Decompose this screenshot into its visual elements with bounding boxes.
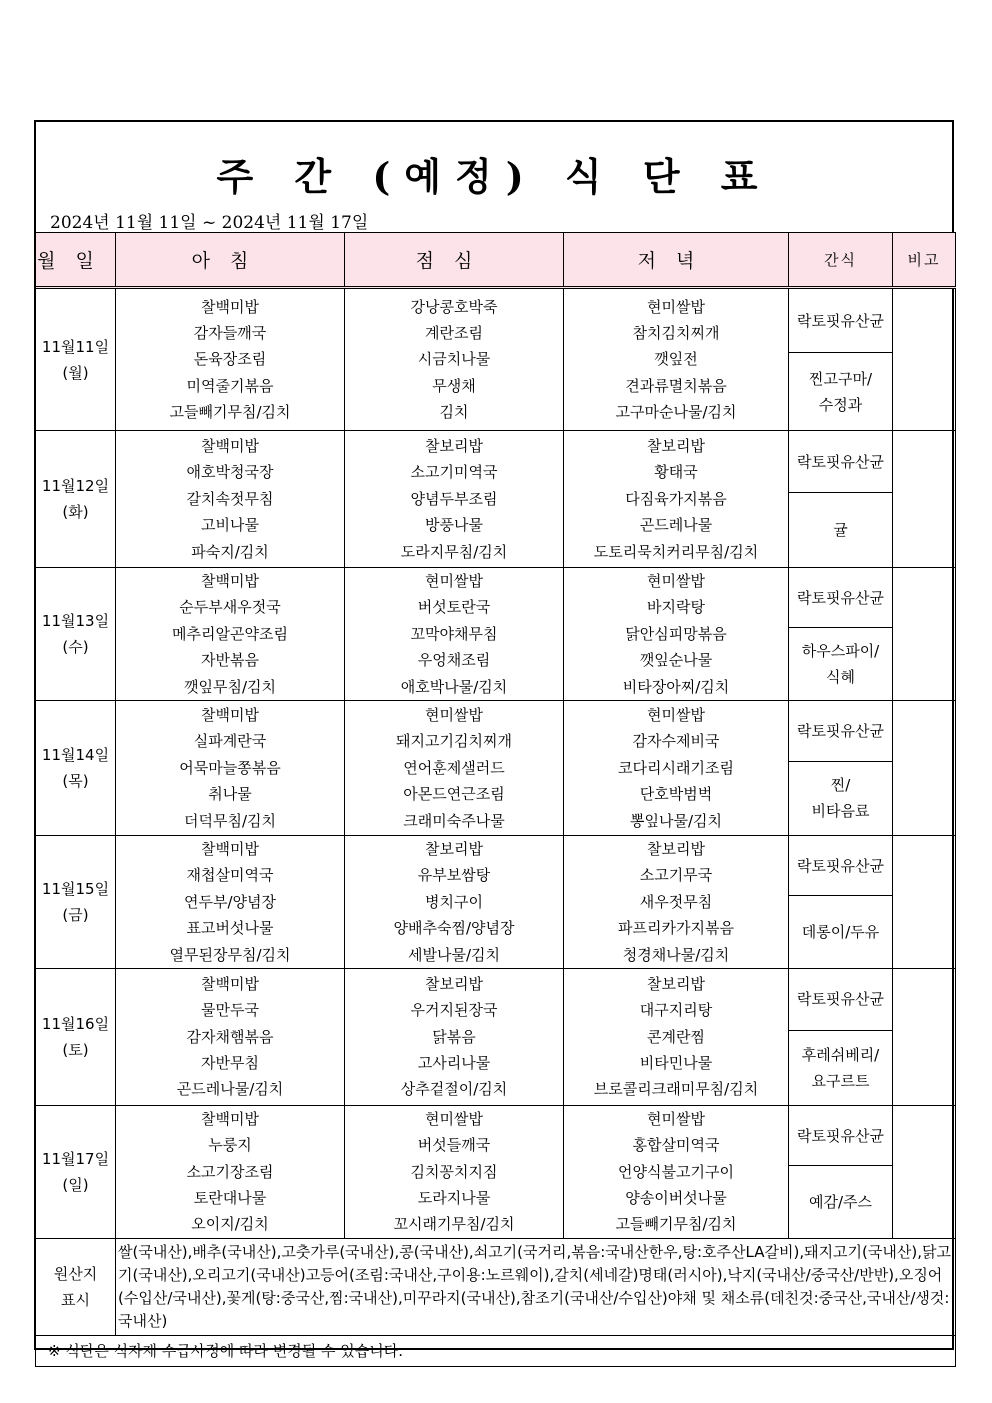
origin-row [36, 1238, 956, 1335]
note-cell [893, 288, 956, 431]
header-breakfast: 아침 [116, 233, 345, 288]
dinner-item: 황태국 [654, 463, 698, 482]
lunch-item: 유부보쌈탕 [417, 866, 491, 885]
lunch-cell [345, 700, 564, 835]
snack-secondary: 하우스파이/ 식혜 [789, 628, 893, 701]
dinner-item: 닭안심피망볶음 [625, 624, 727, 643]
breakfast-item: 찰백미밥 [201, 705, 259, 724]
lunch-item: 방풍나물 [425, 516, 483, 535]
header-row [36, 233, 956, 288]
dinner-item: 브로콜리크래미무침/김치 [593, 1080, 759, 1099]
lunch-item: 소고기미역국 [410, 463, 498, 482]
day-label [36, 431, 116, 568]
note-cell [893, 1105, 956, 1238]
day-row [36, 431, 956, 493]
day-weekday: (목) [62, 771, 89, 790]
note-cell [893, 968, 956, 1105]
breakfast-item: 더덕무침/김치 [184, 811, 276, 830]
lunch-item: 시금치나물 [417, 350, 491, 369]
breakfast-item: 찰백미밥 [201, 1109, 259, 1128]
dinner-item: 새우젓무침 [639, 892, 713, 911]
breakfast-item: 실파계란국 [193, 732, 267, 751]
dinner-item: 현미쌀밥 [647, 572, 705, 590]
dinner-cell [564, 431, 789, 568]
day-weekday: (금) [62, 905, 89, 924]
dinner-cell [564, 288, 789, 431]
header-lunch: 점심 [345, 233, 564, 288]
dinner-cell [564, 1105, 789, 1238]
breakfast-item: 갈치속젓무침 [186, 489, 274, 508]
notice-row [36, 1335, 956, 1366]
dinner-item: 대구지리탕 [639, 1001, 713, 1020]
lunch-item: 애호박나물/김치 [400, 677, 508, 696]
breakfast-item: 어묵마늘쫑볶음 [179, 758, 281, 777]
day-row [36, 700, 956, 761]
lunch-item: 버섯들깨국 [417, 1136, 491, 1155]
breakfast-cell [116, 1105, 345, 1238]
snack-primary: 락토핏유산균 [789, 431, 893, 493]
header-note: 비고 [893, 233, 956, 288]
dinner-item: 양송이버섯나물 [625, 1189, 727, 1208]
lunch-item: 돼지고기김치찌개 [396, 732, 512, 751]
lunch-item: 김치꽁치지짐 [410, 1162, 498, 1181]
lunch-item: 세발나물/김치 [408, 945, 500, 964]
lunch-item: 찰보리밥 [425, 839, 483, 858]
breakfast-item: 곤드레나물/김치 [176, 1080, 284, 1099]
lunch-cell [345, 288, 564, 431]
breakfast-cell [116, 968, 345, 1105]
breakfast-item: 애호박청국장 [186, 463, 274, 482]
lunch-cell [345, 968, 564, 1105]
day-row [36, 968, 956, 1030]
day-label [36, 1105, 116, 1238]
breakfast-item: 고들빼기무침/김치 [169, 403, 291, 422]
lunch-item: 김치 [439, 403, 469, 422]
breakfast-item: 연두부/양념장 [184, 892, 276, 911]
dinner-item: 소고기무국 [639, 866, 713, 885]
breakfast-item: 감자들깨국 [193, 323, 267, 342]
notice-text: ※ 식단은 식자재 수급사정에 따라 변경될 수 있습니다. [36, 1335, 956, 1366]
dinner-item: 파프리카가지볶음 [618, 919, 734, 938]
breakfast-item: 메추리알곤약조림 [172, 624, 288, 643]
dinner-cell [564, 968, 789, 1105]
day-row [36, 835, 956, 895]
snack-primary: 락토핏유산균 [789, 1105, 893, 1165]
page-title: 주 간 (예정) 식 단 표 [216, 154, 772, 199]
breakfast-item: 돈육장조림 [193, 350, 267, 369]
lunch-cell [345, 835, 564, 968]
dinner-item: 견과류멸치볶음 [625, 376, 727, 395]
breakfast-item: 파숙지/김치 [191, 542, 269, 561]
breakfast-item: 열무된장무침/김치 [169, 945, 291, 964]
dinner-item: 찰보리밥 [647, 839, 705, 858]
day-date: 11월17일 [41, 1149, 110, 1168]
lunch-item: 크래미숙주나물 [403, 811, 505, 830]
lunch-item: 꼬시래기무침/김치 [393, 1215, 515, 1234]
snack-primary: 락토핏유산균 [789, 288, 893, 353]
dinner-item: 곤드레나물 [639, 516, 713, 535]
dinner-item: 청경채나물/김치 [622, 945, 730, 964]
lunch-item: 도라지나물 [417, 1189, 491, 1208]
dinner-item: 홍합살미역국 [632, 1136, 720, 1155]
lunch-item: 우거지된장국 [410, 1001, 498, 1020]
dinner-cell [564, 835, 789, 968]
breakfast-item: 찰백미밥 [201, 572, 259, 590]
breakfast-item: 자반볶음 [201, 651, 259, 670]
snack-primary: 락토핏유산균 [789, 968, 893, 1030]
dinner-item: 현미쌀밥 [647, 705, 705, 724]
day-row [36, 1105, 956, 1165]
day-row [36, 288, 956, 353]
day-label [36, 288, 116, 431]
dinner-cell [564, 700, 789, 835]
lunch-cell [345, 431, 564, 568]
lunch-item: 양배추숙찜/양념장 [393, 919, 515, 938]
day-weekday: (화) [62, 503, 89, 521]
day-label [36, 700, 116, 835]
breakfast-item: 재첩살미역국 [186, 866, 274, 885]
dinner-item: 참치김치찌개 [632, 323, 720, 342]
menu-document [34, 120, 954, 1361]
dinner-item: 현미쌀밥 [647, 297, 705, 316]
breakfast-item: 소고기장조림 [186, 1162, 274, 1181]
lunch-item: 상추겉절이/김치 [400, 1080, 508, 1099]
dinner-item: 도토리묵치커리무침/김치 [593, 542, 759, 561]
breakfast-item: 깻잎무침/김치 [184, 677, 276, 696]
breakfast-item: 누룽지 [208, 1136, 252, 1155]
lunch-item: 꼬막야채무침 [410, 624, 498, 643]
snack-secondary: 예감/주스 [789, 1166, 893, 1239]
breakfast-item: 취나물 [208, 785, 252, 804]
dinner-item: 찰보리밥 [647, 974, 705, 993]
day-date: 11월13일 [41, 611, 110, 630]
day-date: 11월14일 [41, 745, 110, 764]
dinner-item: 코다리시래기조림 [618, 758, 734, 777]
snack-secondary: 후레쉬베리/ 요구르트 [789, 1030, 893, 1105]
note-cell [893, 568, 956, 701]
breakfast-cell [116, 835, 345, 968]
lunch-item: 현미쌀밥 [425, 572, 483, 590]
snack-secondary: 찐/ 비타음료 [789, 761, 893, 835]
dinner-item: 언양식불고기구이 [618, 1162, 734, 1181]
dinner-item: 깻잎전 [654, 350, 698, 369]
lunch-item: 강낭콩호박죽 [410, 297, 498, 316]
snack-primary: 락토핏유산균 [789, 568, 893, 628]
day-date: 11월15일 [41, 879, 110, 898]
breakfast-cell [116, 568, 345, 701]
lunch-item: 무생채 [432, 376, 476, 395]
header-day: 월일 [36, 233, 116, 288]
lunch-item: 병치구이 [425, 892, 483, 911]
dinner-item: 감자수제비국 [632, 732, 720, 751]
header-snack: 간식 [789, 233, 893, 288]
dinner-item: 현미쌀밥 [647, 1109, 705, 1128]
dinner-item: 콘계란찜 [647, 1027, 705, 1046]
snack-secondary: 데롱이/두유 [789, 896, 893, 969]
day-row [36, 568, 956, 628]
dinner-item: 고들빼기무침/김치 [615, 1215, 737, 1234]
dinner-item: 고구마순나물/김치 [615, 403, 737, 422]
lunch-item: 닭볶음 [432, 1027, 476, 1046]
dinner-item: 단호박범벅 [639, 785, 713, 804]
note-cell [893, 700, 956, 835]
date-range: 2024년 11월 11일 ~ 2024년 11월 17일 [50, 213, 369, 233]
snack-primary: 락토핏유산균 [789, 700, 893, 761]
lunch-item: 고사리나물 [417, 1054, 491, 1073]
origin-text: 쌀(국내산),배추(국내산),고춧가루(국내산),콩(국내산),쇠고기(국거리,볶음:국내산한우,탕:호주산LA갈비),돼지고기(국내산),닭고기(국내산),오리고기(국내산)고등어(조림:국내산,구이용:노르웨이),갈치(세네갈)명태(러시아),낙지(국내산/중국산/반반),오징어(수입산/국내산),꽃게(탕:중국산,찜:국내산),미꾸라지(국내산),참조기(국내산/수입산)야채 및 채소류(데친것:중국산,국내산/생것:국내산) [116, 1238, 956, 1335]
note-cell [893, 431, 956, 568]
day-weekday: (수) [62, 637, 89, 656]
lunch-item: 도라지무침/김치 [400, 542, 508, 561]
lunch-item: 현미쌀밥 [425, 1109, 483, 1128]
breakfast-item: 감자채햄볶음 [186, 1027, 274, 1046]
day-weekday: (일) [62, 1175, 89, 1194]
lunch-cell [345, 1105, 564, 1238]
day-date: 11월11일 [41, 337, 110, 356]
day-label [36, 835, 116, 968]
snack-secondary: 귤 [789, 493, 893, 568]
lunch-item: 찰보리밥 [425, 974, 483, 993]
dinner-item: 다짐육가지볶음 [625, 489, 727, 508]
day-label [36, 568, 116, 701]
day-date: 11월16일 [41, 1014, 110, 1033]
menu-table [35, 232, 956, 1367]
lunch-item: 양념두부조림 [410, 489, 498, 508]
header-dinner: 저녁 [564, 233, 789, 288]
note-cell [893, 835, 956, 968]
breakfast-item: 찰백미밥 [201, 437, 259, 456]
lunch-cell [345, 568, 564, 701]
breakfast-item: 물만두국 [201, 1001, 259, 1020]
day-weekday: (토) [62, 1040, 89, 1059]
snack-primary: 락토핏유산균 [789, 835, 893, 895]
dinner-item: 바지락탕 [647, 598, 705, 617]
lunch-item: 우엉채조림 [417, 651, 491, 670]
lunch-item: 버섯토란국 [417, 598, 491, 617]
breakfast-item: 미역줄기볶음 [186, 376, 274, 395]
breakfast-item: 자반무침 [201, 1054, 259, 1073]
day-date: 11월12일 [41, 477, 110, 495]
breakfast-item: 표고버섯나물 [186, 919, 274, 938]
lunch-item: 찰보리밥 [425, 437, 483, 456]
day-weekday: (월) [62, 363, 89, 382]
breakfast-item: 찰백미밥 [201, 839, 259, 858]
lunch-item: 연어훈제샐러드 [403, 758, 505, 777]
dinner-item: 비타장아찌/김치 [622, 677, 730, 696]
day-label [36, 968, 116, 1105]
lunch-item: 계란조림 [425, 323, 483, 342]
breakfast-item: 순두부새우젓국 [179, 598, 281, 617]
breakfast-cell [116, 431, 345, 568]
breakfast-item: 토란대나물 [193, 1189, 267, 1208]
breakfast-item: 오이지/김치 [191, 1215, 269, 1234]
dinner-item: 찰보리밥 [647, 437, 705, 456]
breakfast-item: 찰백미밥 [201, 974, 259, 993]
lunch-item: 현미쌀밥 [425, 705, 483, 724]
dinner-item: 뽕잎나물/김치 [630, 811, 722, 830]
breakfast-cell [116, 700, 345, 835]
snack-secondary: 찐고구마/ 수정과 [789, 353, 893, 431]
dinner-item: 깻잎순나물 [639, 651, 713, 670]
dinner-item: 비타민나물 [639, 1054, 713, 1073]
breakfast-item: 고비나물 [201, 516, 259, 535]
origin-label: 원산지 표시 [36, 1238, 116, 1335]
lunch-item: 아몬드연근조림 [403, 785, 505, 804]
breakfast-cell [116, 288, 345, 431]
dinner-cell [564, 568, 789, 701]
breakfast-item: 찰백미밥 [201, 297, 259, 316]
